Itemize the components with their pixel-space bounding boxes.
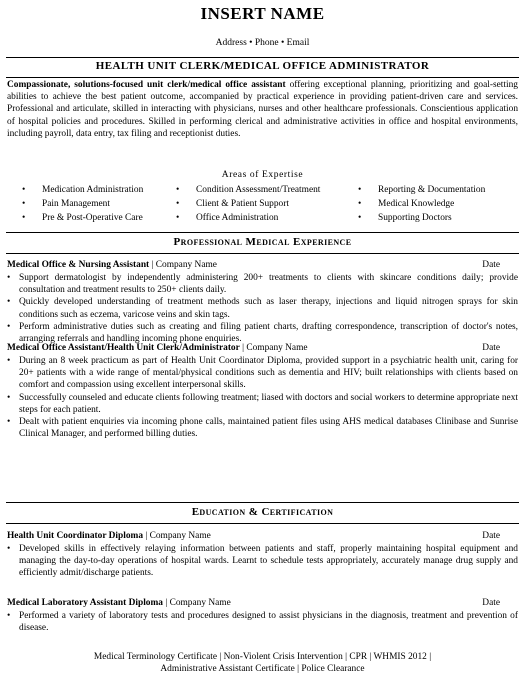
skill-item: • Supporting Doctors bbox=[378, 212, 452, 224]
experience-title-text: Professional Medical Experience bbox=[173, 236, 352, 248]
job-header bbox=[7, 259, 518, 271]
divider bbox=[6, 57, 519, 58]
headline bbox=[0, 60, 525, 72]
education-header bbox=[7, 597, 518, 609]
job-company: | Company Name bbox=[239, 343, 308, 353]
list-item: • Support dermatologist by independently administering 200+ treatments to clients with skincare conditions daily; provide consultation and treatment results to 250+ clients daily. bbox=[19, 272, 518, 296]
certifications-line: Administrative Assistant Certificate | Police Clearance bbox=[160, 664, 365, 674]
education-title-item: Medical Laboratory Assistant Diploma bbox=[7, 598, 163, 608]
education-date: Date bbox=[482, 531, 500, 541]
summary-paragraph bbox=[7, 79, 518, 140]
job-title: Medical Office & Nursing Assistant bbox=[7, 260, 150, 270]
education-bullets bbox=[19, 610, 518, 634]
summary-lead: Compassionate, solutions-focused unit clerk/medical office assistant bbox=[7, 80, 286, 90]
list-item: • Perform administrative duties such as creating and filing patient charts, drafting correspondence, transcription of doctor's notes, arranging referrals and handling incoming phone enquiries. bbox=[19, 321, 518, 345]
education-company: | Company Name bbox=[143, 531, 211, 541]
candidate-name bbox=[0, 4, 525, 24]
summary-rest: offering exceptional planning, prioritizing and goal-setting abilities to achieve the best patient outcome, accompanied by practical experience in providing patient-driven care and services. Professional and articulate, skilled in interacting with physicians, nurses and other healthcare professionals. Conscientious application of hospital policies and procedures. Skilled in performing clerical and administrative activities in office and hospital environments, including payroll, data entry, tax filing and receptionist duties. bbox=[7, 80, 518, 139]
job-title: Medical Office Assistant/Health Unit Clerk/Administrator bbox=[7, 343, 240, 353]
skill-item: • Medical Knowledge bbox=[378, 198, 454, 210]
list-item: • Developed skills in effectively relaying information between patients and staff, properly maintaining hospital equipment and managing the day-to-day operations of hospital wards. Learnt to schedule tests appropriately, accurately manage drug supply and efficiently admit/discharge patients. bbox=[19, 543, 518, 580]
education-title-item: Health Unit Coordinator Diploma bbox=[7, 531, 144, 541]
divider bbox=[6, 523, 519, 524]
skill-item: • Client & Patient Support bbox=[196, 198, 289, 210]
job-bullets bbox=[19, 272, 518, 345]
job-company: | Company Name bbox=[149, 260, 217, 270]
job-bullets bbox=[19, 355, 518, 440]
certifications-line: Medical Terminology Certificate | Non-Violent Crisis Intervention | CPR | WHMIS 2012 | bbox=[93, 652, 432, 662]
job-date: Date bbox=[482, 343, 500, 353]
education-title bbox=[0, 506, 525, 518]
education-date: Date bbox=[482, 598, 500, 608]
skill-item: • Pain Management bbox=[42, 198, 110, 210]
education-company: | Company Name bbox=[163, 598, 231, 608]
skill-item: • Pre & Post-Operative Care bbox=[42, 212, 143, 224]
education-bullets bbox=[19, 543, 518, 580]
job-date: Date bbox=[482, 260, 500, 270]
education-title-text: Education & Certification bbox=[191, 506, 334, 518]
contact-line: Address • Phone • Email bbox=[215, 38, 310, 48]
list-item: • Successfully counseled and educate clients following treatment; liased with doctors and social workers to determine appropriate next steps for each patient. bbox=[19, 392, 518, 416]
skill-item: • Condition Assessment/Treatment bbox=[196, 184, 320, 196]
job-header bbox=[7, 342, 518, 354]
list-item: • During an 8 week practicum as part of Health Unit Coordinator Diploma, provided support in a psychiatric health unit, caring for 20+ patients with a wide range of mental/physical conditions such as dementia and HIV; built relationships with clients based on comfort and compassion using excellent interpersonal skills. bbox=[19, 355, 518, 392]
divider bbox=[6, 502, 519, 503]
candidate-name-text: INSERT NAME bbox=[200, 4, 325, 23]
skill-item: • Reporting & Documentation bbox=[378, 184, 485, 196]
areas-of-expertise-title: Areas of Expertise bbox=[221, 170, 304, 180]
skills-grid bbox=[10, 184, 519, 224]
divider bbox=[6, 253, 519, 254]
skill-item: • Office Administration bbox=[196, 212, 278, 224]
skill-item: • Medication Administration bbox=[42, 184, 143, 196]
experience-title bbox=[0, 236, 525, 248]
divider bbox=[6, 77, 519, 78]
list-item: • Quickly developed understanding of treatment methods such as laser therapy, injections and liquid nitrogen sprays for skin conditions such as eczema, varicose veins and skin tags. bbox=[19, 296, 518, 320]
headline-text: HEALTH UNIT CLERK/MEDICAL OFFICE ADMINISTRATOR bbox=[95, 60, 430, 72]
education-header bbox=[7, 530, 518, 542]
list-item: • Dealt with patient enquiries via incoming phone calls, maintained patient files using AHS medical databases Clinibase and Sunrise Clinical Manager, and performed billing duties. bbox=[19, 416, 518, 440]
divider bbox=[6, 232, 519, 233]
list-item: • Performed a variety of laboratory tests and procedures designed to assist physicians in the diagnosis, treatment and prevention of disease. bbox=[19, 610, 518, 634]
